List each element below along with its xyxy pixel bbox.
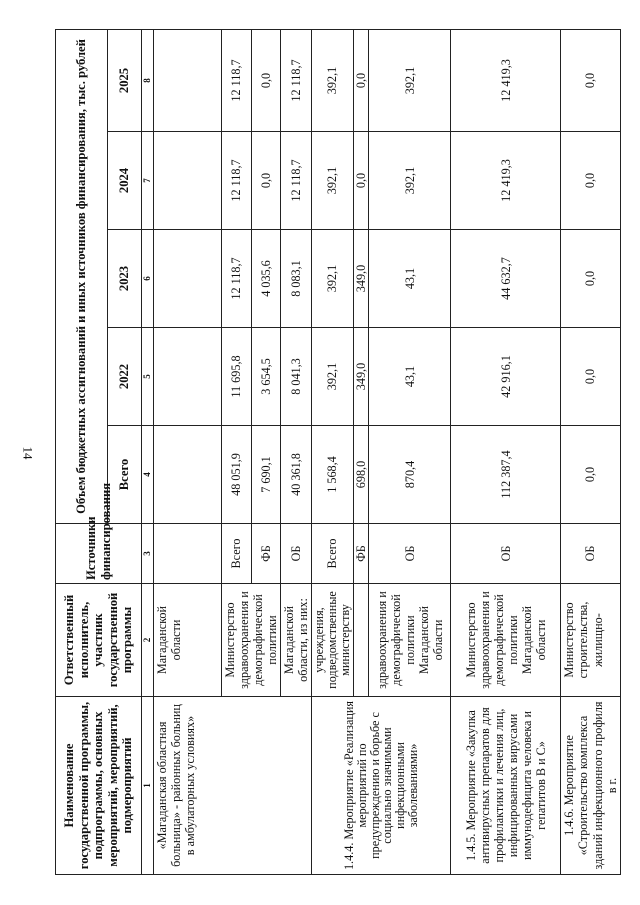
value-cell: 4 035,6 bbox=[251, 230, 281, 328]
value-cell: 0,0 bbox=[353, 132, 369, 230]
column-number: 6 bbox=[142, 230, 154, 328]
value-cell bbox=[154, 132, 222, 230]
header-source: Источники финансирования bbox=[56, 524, 142, 584]
value-cell: 48 051,9 bbox=[222, 426, 252, 524]
value-cell bbox=[154, 230, 222, 328]
table-row bbox=[154, 29, 222, 874]
value-cell: 12 118,7 bbox=[222, 29, 252, 131]
column-number: 3 bbox=[142, 524, 154, 584]
value-cell: 392,1 bbox=[369, 29, 451, 131]
source-cell: ФБ bbox=[251, 524, 281, 584]
value-cell: 112 387,4 bbox=[451, 426, 561, 524]
header-2023: 2023 bbox=[108, 230, 142, 328]
executor-cell: Магаданской области, из них: bbox=[281, 584, 312, 697]
value-cell: 698,0 bbox=[353, 426, 369, 524]
value-cell: 12 419,3 bbox=[451, 29, 561, 131]
column-number: 7 bbox=[142, 132, 154, 230]
table-row bbox=[451, 29, 561, 874]
value-cell: 392,1 bbox=[369, 132, 451, 230]
header-funding-group: Объем бюджетных ассигнований и иных источников финансирования, тыс. рублей bbox=[56, 29, 108, 523]
source-cell: ОБ bbox=[369, 524, 451, 584]
value-cell: 43,1 bbox=[369, 230, 451, 328]
source-cell: ФБ bbox=[353, 524, 369, 584]
source-cell: ОБ bbox=[281, 524, 312, 584]
program-name-cell: 1.4.6. Мероприятие «Строительство комплекса зданий инфекционного профиля в г. bbox=[561, 697, 620, 875]
value-cell: 8 083,1 bbox=[281, 230, 312, 328]
table-row bbox=[561, 29, 620, 874]
program-name-cell: «Магаданская областная больница» - районных больниц в амбулаторных условиях» bbox=[154, 697, 312, 875]
value-cell: 44 632,7 bbox=[451, 230, 561, 328]
value-cell: 0,0 bbox=[561, 328, 620, 426]
column-number: 8 bbox=[142, 29, 154, 131]
column-numbers-row bbox=[142, 29, 154, 874]
source-cell: ОБ bbox=[561, 524, 620, 584]
executor-cell bbox=[353, 584, 369, 697]
header-total: Всего bbox=[108, 426, 142, 524]
value-cell: 0,0 bbox=[353, 29, 369, 131]
budget-table bbox=[55, 29, 621, 875]
source-cell: Всего bbox=[312, 524, 353, 584]
value-cell bbox=[154, 328, 222, 426]
value-cell: 12 118,7 bbox=[281, 29, 312, 131]
header-2022: 2022 bbox=[108, 328, 142, 426]
value-cell: 42 916,1 bbox=[451, 328, 561, 426]
program-name-cell: 1.4.4. Мероприятие «Реализация мероприятий по предупреждению и борьбе с социально значимыми инфекционными заболеваниями» bbox=[312, 697, 451, 875]
source-cell: Всего bbox=[222, 524, 252, 584]
table-row bbox=[312, 29, 353, 874]
column-number: 4 bbox=[142, 426, 154, 524]
value-cell: 392,1 bbox=[312, 132, 353, 230]
value-cell: 1 568,4 bbox=[312, 426, 353, 524]
value-cell: 392,1 bbox=[312, 328, 353, 426]
page-number: 14 bbox=[20, 446, 36, 460]
executor-cell: Министерство здравоохранения и демографической политики Магаданской области bbox=[451, 584, 561, 697]
budget-table-rotated bbox=[55, 30, 619, 875]
header-name: Наименование государственной программы, подпрограммы, основных мероприятий, мероприятий, подмероприятий bbox=[56, 697, 142, 875]
executor-cell: Министерство здравоохранения и демографической политики bbox=[222, 584, 281, 697]
value-cell: 0,0 bbox=[561, 132, 620, 230]
value-cell: 0,0 bbox=[561, 426, 620, 524]
column-number: 2 bbox=[142, 584, 154, 697]
value-cell bbox=[154, 29, 222, 131]
value-cell: 8 041,3 bbox=[281, 328, 312, 426]
value-cell: 0,0 bbox=[561, 230, 620, 328]
value-cell: 40 361,8 bbox=[281, 426, 312, 524]
value-cell: 12 118,7 bbox=[222, 230, 252, 328]
value-cell: 349,0 bbox=[353, 230, 369, 328]
value-cell: 0,0 bbox=[251, 132, 281, 230]
value-cell: 870,4 bbox=[369, 426, 451, 524]
value-cell: 12 118,7 bbox=[281, 132, 312, 230]
value-cell: 12 118,7 bbox=[222, 132, 252, 230]
value-cell: 43,1 bbox=[369, 328, 451, 426]
value-cell: 0,0 bbox=[251, 29, 281, 131]
value-cell: 392,1 bbox=[312, 29, 353, 131]
executor-cell: Магаданской области bbox=[154, 584, 222, 697]
value-cell bbox=[154, 426, 222, 524]
program-name-cell: 1.4.5. Мероприятие «Закупка антивирусных препаратов для профилактики и лечения лиц, инфицированных вирусами иммунодефицита человека и гепатитов В и С» bbox=[451, 697, 561, 875]
executor-cell: здравоохранения и демографической политики Магаданской области bbox=[369, 584, 451, 697]
value-cell: 0,0 bbox=[561, 29, 620, 131]
value-cell: 7 690,1 bbox=[251, 426, 281, 524]
value-cell: 392,1 bbox=[312, 230, 353, 328]
header-2025: 2025 bbox=[108, 29, 142, 131]
value-cell: 3 654,5 bbox=[251, 328, 281, 426]
column-number: 1 bbox=[142, 697, 154, 875]
column-number: 5 bbox=[142, 328, 154, 426]
value-cell: 11 695,8 bbox=[222, 328, 252, 426]
value-cell: 349,0 bbox=[353, 328, 369, 426]
header-2024: 2024 bbox=[108, 132, 142, 230]
executor-cell: Министерство строительства, жилищно- bbox=[561, 584, 620, 697]
value-cell: 12 419,3 bbox=[451, 132, 561, 230]
executor-cell: учреждения, подведомственные министерству bbox=[312, 584, 353, 697]
header-executor: Ответственный исполнитель, участник государственной программы bbox=[56, 584, 142, 697]
source-cell bbox=[154, 524, 222, 584]
source-cell: ОБ bbox=[451, 524, 561, 584]
